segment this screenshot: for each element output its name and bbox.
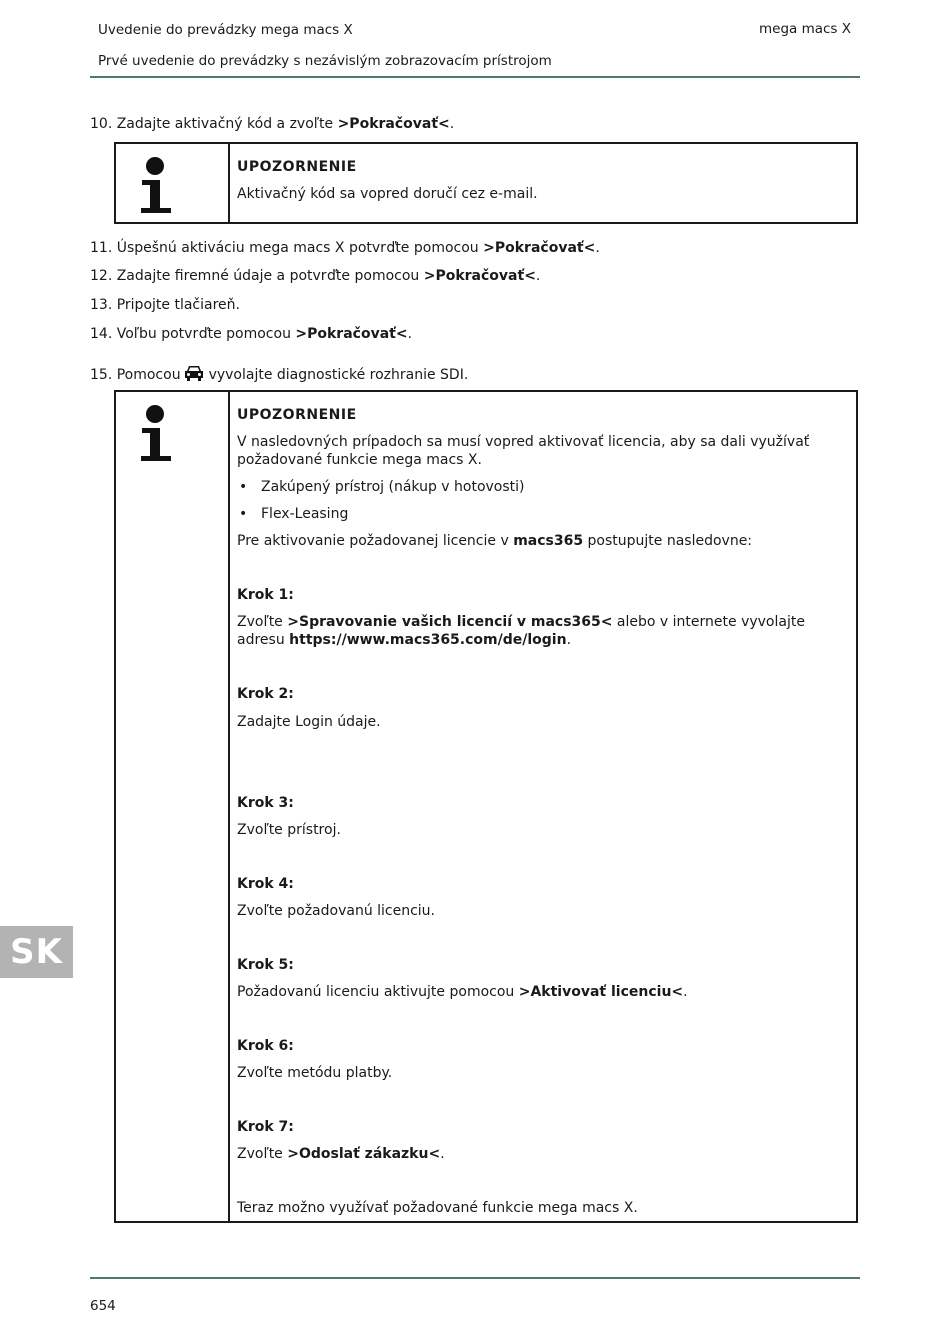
step-text-after: vyvolajte diagnostické rozhranie SDI. (208, 367, 469, 383)
step-text: Úspešnú aktiváciu mega macs X potvrďte pomocou (116, 240, 484, 256)
step-number: 10. (90, 116, 113, 132)
notice-pre-steps (237, 532, 844, 550)
step-11 (90, 240, 600, 256)
info-icon (138, 404, 174, 462)
step-text: Zadajte aktivačný kód a zvoľte (116, 116, 338, 132)
krok-end: . (566, 632, 572, 648)
header-subsection-title: Prvé uvedenie do prevádzky s nezávislým zobrazovacím prístrojom (98, 53, 552, 69)
krok-action: >Odoslať zákazku< (287, 1146, 441, 1162)
header-product-name: mega macs X (758, 21, 851, 37)
info-icon (138, 156, 174, 214)
krok-action: >Aktivovať licenciu< (518, 984, 684, 1000)
krok-4-label: Krok 4: (237, 876, 294, 892)
step-text: Pomocou (116, 367, 181, 383)
krok-text: Požadovanú licenciu aktivujte pomocou (237, 984, 519, 1000)
krok-7-text (237, 1145, 844, 1163)
step-end: . (449, 116, 455, 132)
pre-bold: macs365 (513, 533, 584, 549)
krok-mid: alebo v internete vyvolajte adresu (237, 614, 805, 648)
krok-end: . (683, 984, 688, 1000)
notice-icon-column (116, 144, 230, 222)
krok-6-text: Zvoľte metódu platby. (237, 1065, 393, 1081)
krok-3-text: Zvoľte prístroj. (237, 822, 341, 838)
step-end: . (535, 268, 541, 284)
step-text: Voľbu potvrďte pomocou (116, 326, 296, 342)
notice-text-column (230, 392, 856, 1221)
step-14 (90, 326, 412, 342)
page-number: 654 (90, 1298, 116, 1314)
notice-intro: V nasledovných prípadoch sa musí vopred aktivovať licencia, aby sa dali využívať požadované funkcie mega macs X. (237, 434, 810, 468)
notice-text: Aktivačný kód sa vopred doručí cez e-mail. (237, 186, 538, 202)
step-number: 14. (90, 326, 113, 342)
krok-end: . (440, 1146, 445, 1162)
krok-5-text (237, 983, 844, 1001)
list-item: • Zakúpený prístroj (nákup v hotovosti) (237, 478, 844, 496)
notice-box-activation (114, 142, 858, 224)
notice-text-column (230, 144, 856, 222)
notice-icon-column (116, 392, 230, 1221)
car-icon (183, 364, 205, 382)
list-item: • Flex-Leasing (237, 505, 844, 523)
step-text: Pripojte tlačiareň. (116, 297, 240, 313)
step-action: >Pokračovať< (337, 116, 450, 132)
notice-title: UPOZORNENIE (237, 159, 357, 175)
step-text: Zadajte firemné údaje a potvrďte pomocou (116, 268, 424, 284)
pre-text: Pre aktivovanie požadovanej licencie v (237, 533, 514, 549)
step-number: 12. (90, 268, 113, 284)
step-13 (90, 297, 240, 313)
header-divider (90, 76, 860, 78)
step-15 (90, 364, 468, 383)
step-10 (90, 116, 454, 132)
language-tab-sk: SK (0, 926, 73, 978)
krok-text: Zvoľte (237, 1146, 288, 1162)
krok-3-label: Krok 3: (237, 795, 294, 811)
step-12 (90, 268, 540, 284)
krok-2-text: Zadajte Login údaje. (237, 714, 381, 730)
krok-7-label: Krok 7: (237, 1119, 294, 1135)
header-section-title: Uvedenie do prevádzky mega macs X (98, 22, 353, 38)
krok-6-label: Krok 6: (237, 1038, 294, 1054)
step-number: 11. (90, 240, 113, 256)
notice-box-license (114, 390, 858, 1223)
step-action: >Pokračovať< (483, 240, 596, 256)
step-end: . (595, 240, 600, 256)
krok-action: >Spravovanie vašich licencií v macs365< (287, 614, 613, 630)
notice-title: UPOZORNENIE (237, 407, 357, 423)
step-action: >Pokračovať< (423, 268, 536, 284)
login-url-link[interactable]: https://www.macs365.com/de/login (289, 632, 567, 648)
step-action: >Pokračovať< (295, 326, 408, 342)
krok-1-text (237, 613, 844, 649)
step-end: . (407, 326, 413, 342)
krok-5-label: Krok 5: (237, 957, 294, 973)
footer-divider (90, 1277, 860, 1279)
step-number: 13. (90, 297, 113, 313)
pre-end: postupujte nasledovne: (583, 533, 753, 549)
step-number: 15. (90, 367, 113, 383)
notice-final-text: Teraz možno využívať požadované funkcie mega macs X. (237, 1200, 638, 1216)
krok-text: Zvoľte (237, 614, 288, 630)
krok-1-label: Krok 1: (237, 587, 294, 603)
notice-bullet-list (237, 478, 844, 523)
krok-4-text: Zvoľte požadovanú licenciu. (237, 903, 436, 919)
krok-2-label: Krok 2: (237, 686, 294, 702)
